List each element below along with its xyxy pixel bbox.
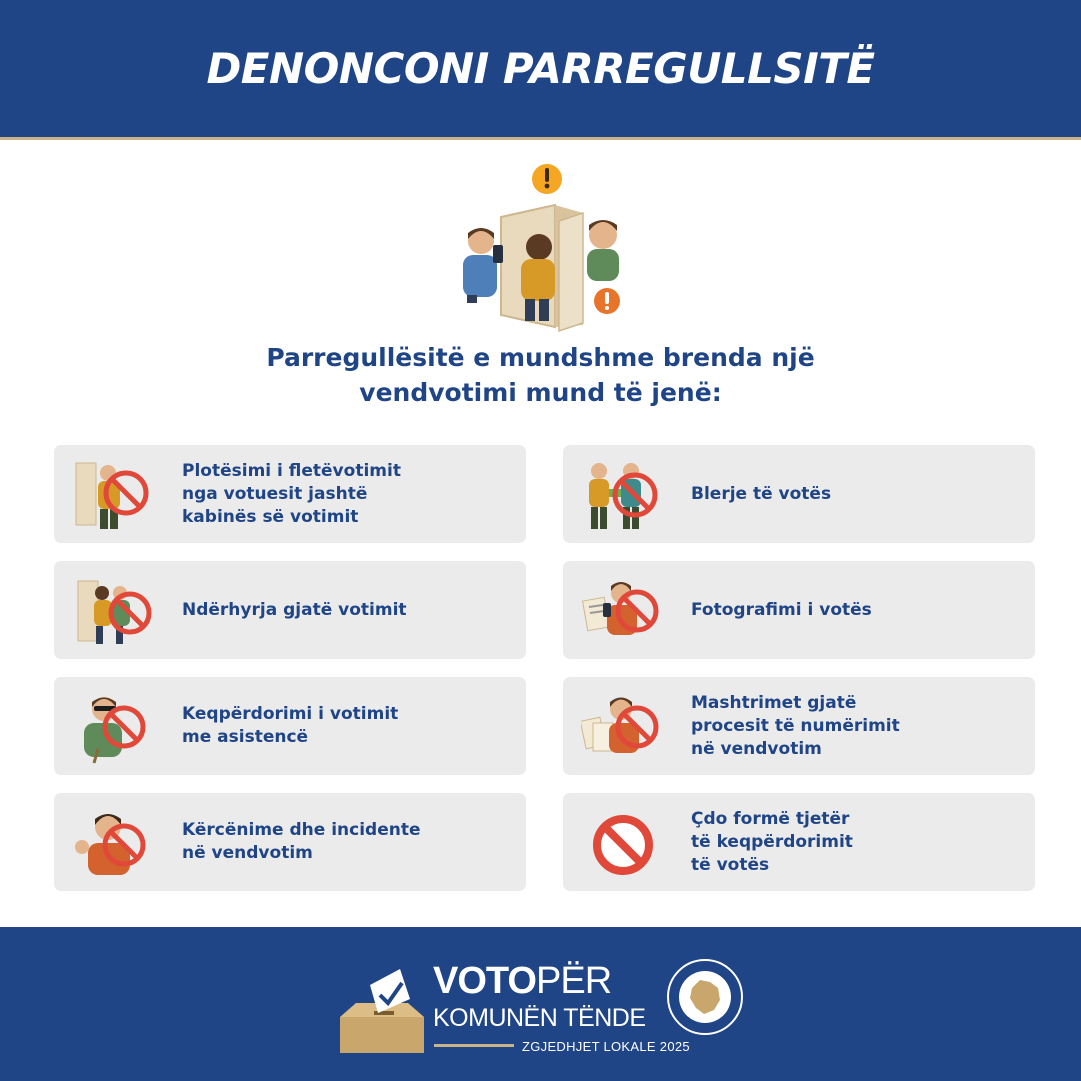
card-line: procesit të numërimit bbox=[691, 715, 900, 736]
intro-line-1: Parregullësitë e mundshme brenda një bbox=[266, 343, 815, 372]
threats-incidents-icon bbox=[72, 805, 152, 881]
card-text bbox=[691, 445, 1019, 543]
vote-buying-icon bbox=[581, 457, 661, 533]
intro-line-2: vendvotimi mund të jenë: bbox=[359, 378, 722, 407]
brand-tagline: ZGJEDHJET LOKALE 2025 bbox=[522, 1039, 690, 1054]
ballot-box-logo-icon bbox=[336, 965, 428, 1057]
irregularity-card bbox=[563, 445, 1035, 543]
commission-seal-icon bbox=[666, 958, 744, 1036]
card-text bbox=[691, 677, 1019, 775]
card-line: me asistencë bbox=[182, 727, 309, 747]
card-line: Blerje të votës bbox=[691, 483, 832, 504]
card-text bbox=[182, 793, 510, 891]
irregularity-card bbox=[54, 677, 526, 775]
card-line: në vendvotim bbox=[182, 843, 313, 863]
voter-outside-booth-icon bbox=[72, 457, 152, 533]
card-text bbox=[182, 561, 510, 659]
card-text bbox=[691, 561, 1019, 659]
irregularity-card bbox=[54, 561, 526, 659]
brand-light: PËR bbox=[536, 960, 612, 1002]
intro-heading bbox=[0, 340, 1081, 410]
card-line: të votës bbox=[691, 854, 770, 875]
card-text bbox=[691, 793, 1019, 891]
card-line: Çdo formë tjetër bbox=[691, 808, 850, 829]
card-line: Mashtrimet gjatë bbox=[691, 692, 857, 713]
irregularity-card bbox=[54, 793, 526, 891]
voting-interference-icon bbox=[72, 573, 152, 649]
photographing-ballot-icon bbox=[581, 573, 661, 649]
irregularity-card bbox=[54, 445, 526, 543]
card-line: Ndërhyrja gjatë votimit bbox=[182, 599, 407, 620]
card-line: nga votuesit jashtë bbox=[182, 483, 368, 504]
prohibited-sign-icon bbox=[581, 805, 661, 881]
brand-divider bbox=[434, 1044, 514, 1047]
card-text bbox=[182, 677, 510, 775]
card-line: Plotësimi i fletëvotimit bbox=[182, 460, 401, 481]
counting-fraud-icon bbox=[581, 689, 661, 765]
header-banner bbox=[0, 0, 1081, 140]
card-text bbox=[182, 445, 510, 543]
card-line: të keqpërdorimit bbox=[691, 831, 853, 852]
card-line: Keqpërdorimi i votimit bbox=[182, 704, 399, 724]
assisted-voting-abuse-icon bbox=[72, 689, 152, 765]
irregularity-card bbox=[563, 793, 1035, 891]
voting-booth-illustration bbox=[455, 155, 630, 335]
brand-bold: VOTO bbox=[433, 960, 536, 1002]
card-line: Fotografimi i votës bbox=[691, 599, 872, 620]
irregularity-card bbox=[563, 677, 1035, 775]
card-line: në vendvotim bbox=[691, 738, 822, 759]
brand-subtitle: KOMUNËN TËNDE bbox=[433, 1004, 646, 1032]
card-line: Kërcënime dhe incidente bbox=[182, 820, 421, 840]
page-title: DENONCONI PARREGULLSITË bbox=[206, 44, 875, 93]
card-line: kabinës së votimit bbox=[182, 506, 359, 527]
irregularity-card bbox=[563, 561, 1035, 659]
brand-title bbox=[433, 960, 611, 1003]
